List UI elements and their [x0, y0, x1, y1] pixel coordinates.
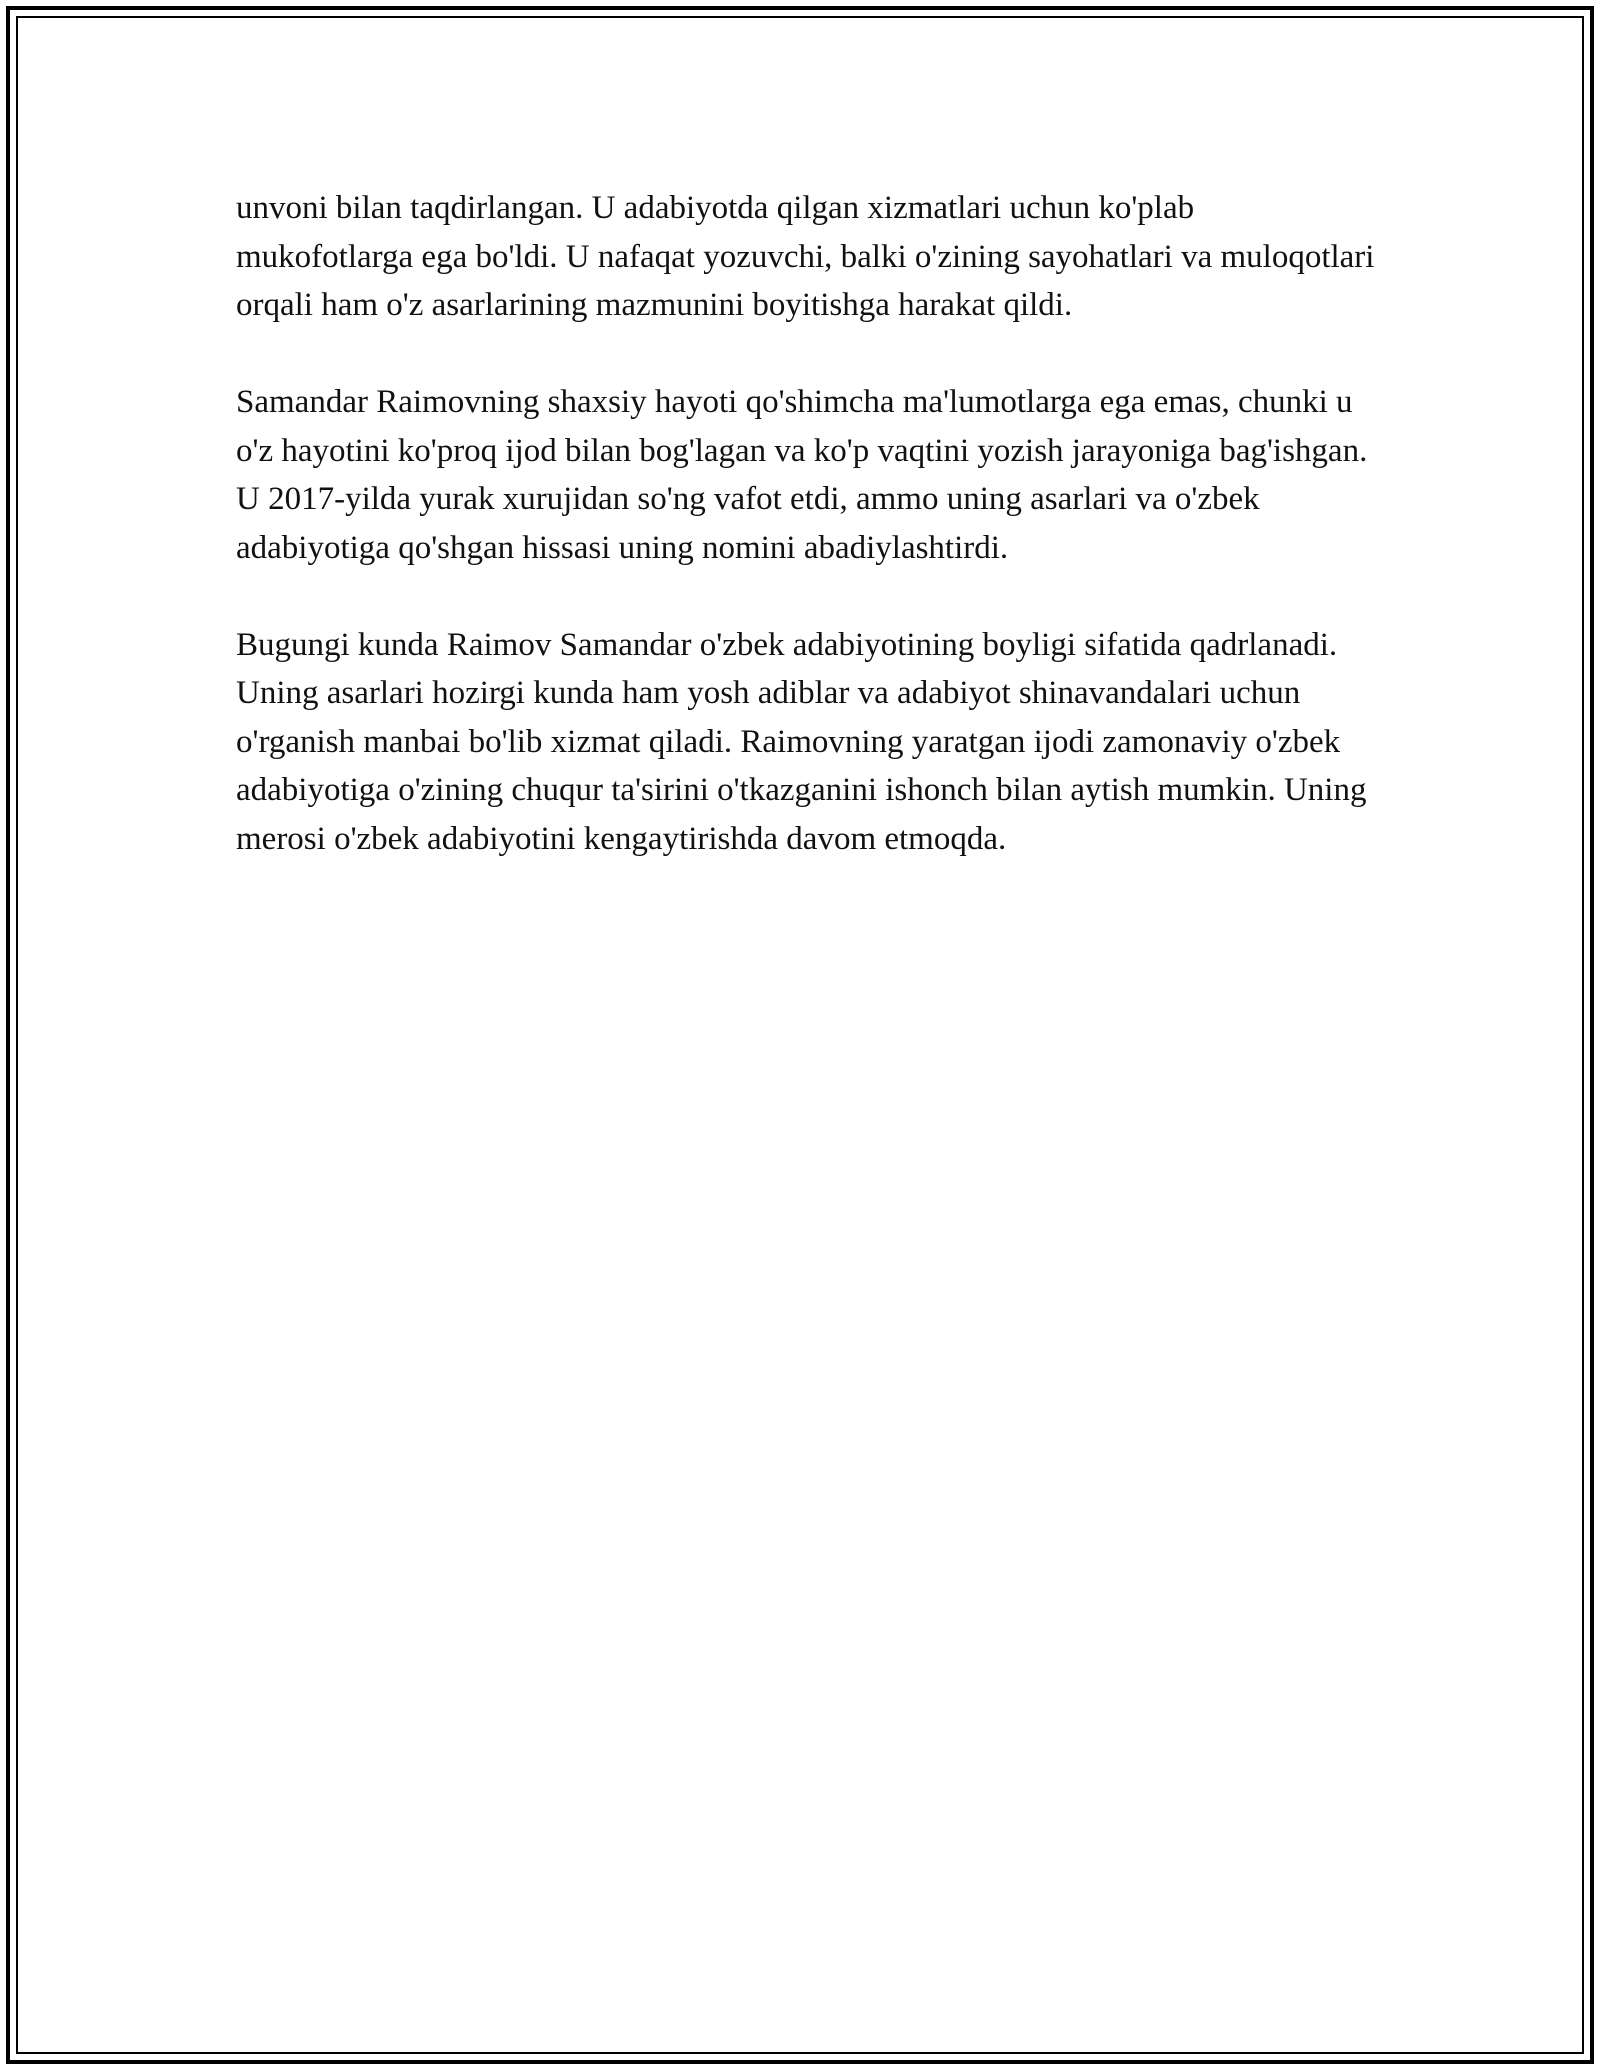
paragraph-1: unvoni bilan taqdirlangan. U adabiyotda qilgan xizmatlari uchun ko'plab mukofotlarga ega bo'ldi. U nafaqat yozuvchi, balki o'zining sayohatlari va muloqotlari orqali ham o'z asarlarining mazmunini boyitishga harakat qildi.	[236, 190, 1375, 323]
paragraph-3: Bugungi kunda Raimov Samandar o'zbek adabiyotining boyligi sifatida qadrlanadi. Uning asarlari hozirgi kunda ham yosh adiblar va adabiyot shinavandalari uchun o'rganish manbai bo'lib xizmat qiladi. Raimovning yaratgan ijodi zamonaviy o'zbek adabiyotiga o'zining chuqur ta'sirini o'tkazganini ishonch bilan aytish mumkin. Uning merosi o'zbek adabiyotini kengaytirishda davom etmoqda.	[236, 626, 1367, 857]
paragraph-2: Samandar Raimovning shaxsiy hayoti qo'shimcha ma'lumotlarga ega emas, chunki u o'z hayotini ko'proq ijod bilan bog'lagan va ko'p vaqtini yozish jarayoniga bag'ishgan. U 2017-yilda yurak xurujidan so'ng vafot etdi, ammo uning asarlari va o'zbek adabiyotiga qo'shgan hissasi uning nomini abadiylashtirdi.	[236, 384, 1368, 566]
document-body	[236, 184, 1376, 863]
